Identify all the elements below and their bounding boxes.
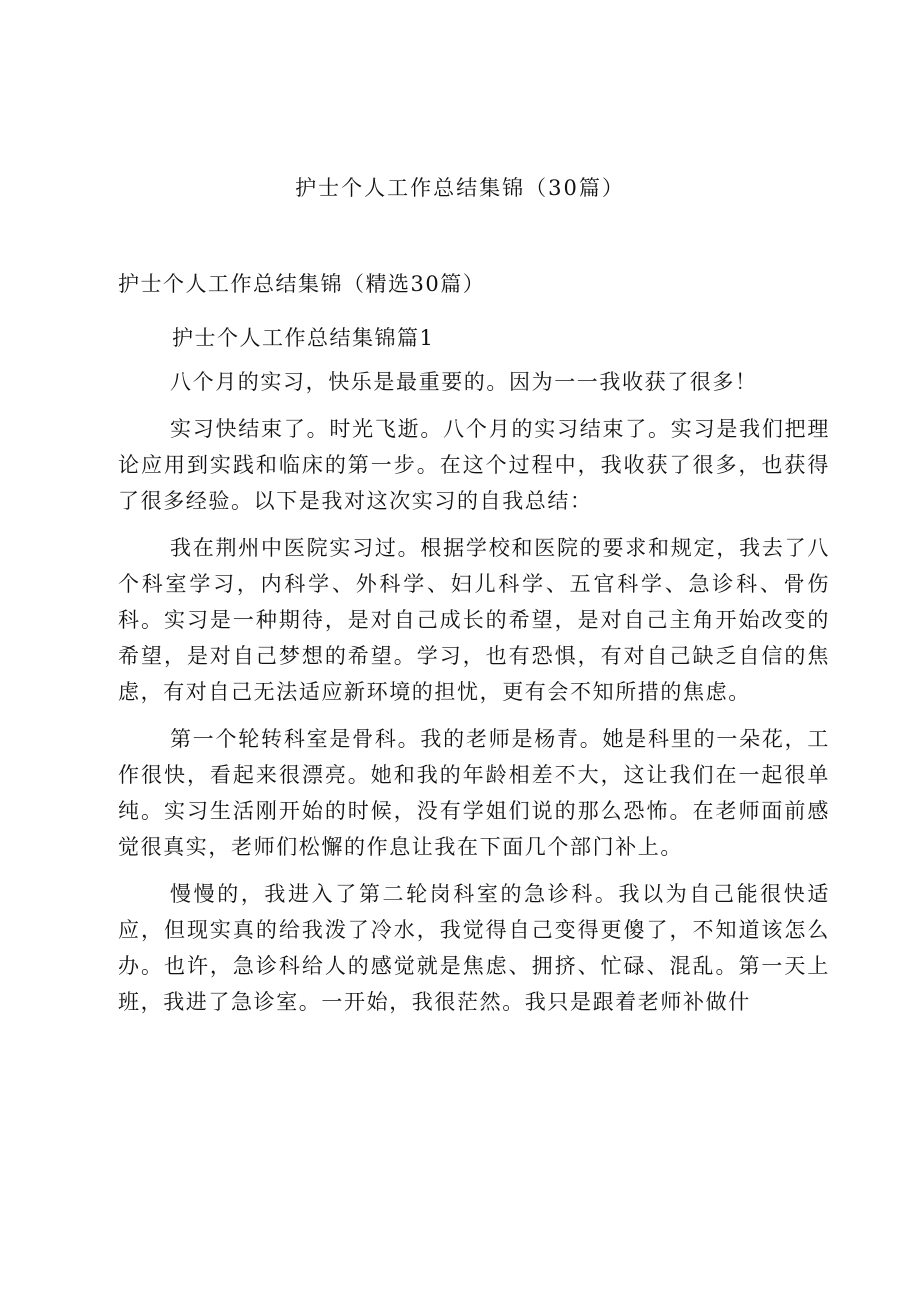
paragraph: 慢慢的，我进入了第二轮岗科室的急诊科。我以为自己能很快适应，但现实真的给我泼了冷水，我觉得自己变得更傻了，不知道该怎么办。也许，急诊科给人的感觉就是焦虑、拥挤、忙碌、混乱。第一天上班，我进了急诊室。一开始，我很茫然。我只是跟着老师补做什	[118, 882, 830, 1014]
section-heading: 护士个人工作总结集锦篇1	[172, 326, 435, 350]
document-title: 护士个人工作总结集锦（30篇）	[295, 176, 625, 200]
paragraph: 八个月的实习，快乐是最重要的。因为一一我收获了很多！	[170, 370, 758, 394]
body-text	[118, 364, 830, 1020]
document-subtitle: 护士个人工作总结集锦（精选30篇）	[118, 272, 486, 296]
paragraph: 我在荆州中医院实习过。根据学校和医院的要求和规定，我去了八个科室学习，内科学、外科学、妇儿科学、五官科学、急诊科、骨伤科。实习是一种期待，是对自己成长的希望，是对自己主角开始改变的希望，是对自己梦想的希望。学习，也有恐惧，有对自己缺乏自信的焦虑，有对自己无法适应新环境的担忧，更有会不知所措的焦虑。	[118, 536, 830, 704]
paragraph: 实习快结束了。时光飞逝。八个月的实习结束了。实习是我们把理论应用到实践和临床的第一步。在这个过程中，我收获了很多，也获得了很多经验。以下是我对这次实习的自我总结：	[118, 417, 830, 513]
paragraph: 第一个轮转科室是骨科。我的老师是杨青。她是科里的一朵花，工作很快，看起来很漂亮。她和我的年龄相差不大，这让我们在一起很单纯。实习生活刚开始的时候，没有学姐们说的那么恐怖。在老师面前感觉很真实，老师们松懈的作息让我在下面几个部门补上。	[118, 727, 830, 859]
